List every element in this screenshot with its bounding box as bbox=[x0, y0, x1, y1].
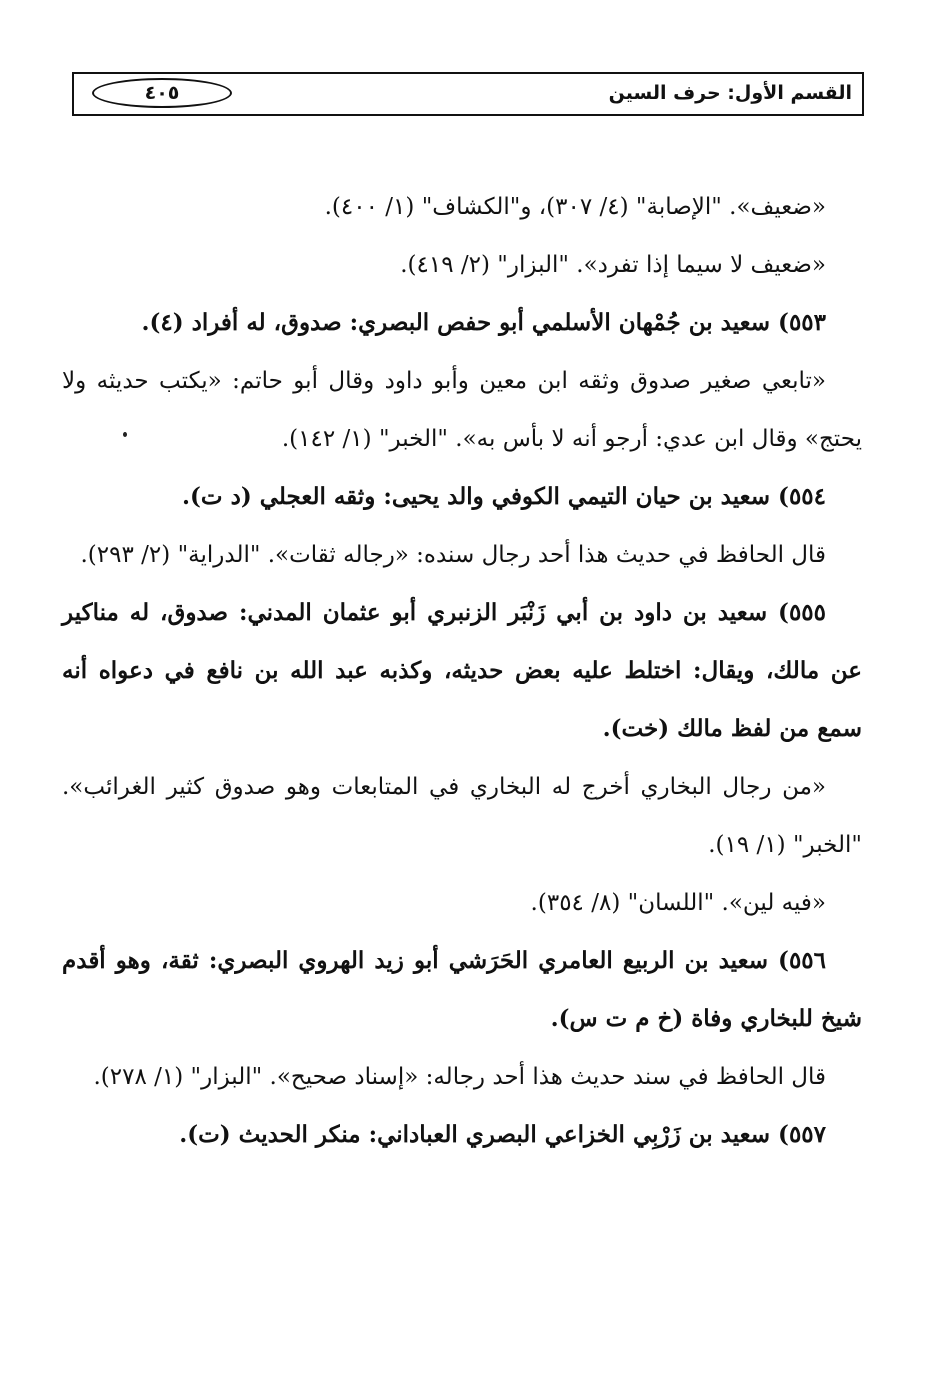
narrator-entry-554: ٥٥٤) سعيد بن حيان التيمي الكوفي والد يحيى: وثقه العجلي (د ت). bbox=[182, 483, 826, 510]
quote-paragraph: «ضعيف». "الإصابة" (٤/ ٣٠٧)، و"الكشاف" (١/ ٤٠٠). bbox=[324, 194, 826, 220]
quote-paragraph: «ضعيف لا سيما إذا تفرد». "البزار" (٢/ ٤١٩). bbox=[400, 252, 826, 278]
narrator-entry-557: ٥٥٧) سعيد بن زَرْبِي الخزاعي البصري العباداني: منكر الحديث (ت). bbox=[179, 1121, 826, 1148]
quote-paragraph: «فيه لين». "اللسان" (٨/ ٣٥٤). bbox=[530, 890, 826, 916]
print-speck bbox=[123, 432, 127, 437]
narrator-entry-556: ٥٥٦) سعيد بن الربيع العامري الحَرَشي أبو زيد الهروي البصري: ثقة، وهو أقدم شيخ للبخاري وفاة (خ م ت س). bbox=[62, 947, 862, 1032]
page-body bbox=[62, 178, 862, 1164]
note-paragraph: «من رجال البخاري أخرج له البخاري في المتابعات وهو صدوق كثير الغرائب». "الخبر" (١/ ١٩). bbox=[62, 774, 862, 858]
note-paragraph: «تابعي صغير صدوق وثقه ابن معين وأبو داود وقال أبو حاتم: «يكتب حديثه ولا يحتج» وقال ابن عدي: أرجو أنه لا بأس به». "الخبر" (١/ ١٤٢). bbox=[62, 368, 862, 452]
narrator-entry-553: ٥٥٣) سعيد بن جُمْهان الأسلمي أبو حفص البصري: صدوق، له أفراد (٤). bbox=[141, 309, 826, 336]
note-paragraph: قال الحافظ في حديث هذا أحد رجال سنده: «رجاله ثقات». "الدراية" (٢/ ٢٩٣). bbox=[80, 542, 826, 568]
note-paragraph: قال الحافظ في سند حديث هذا أحد رجاله: «إسناد صحيح». "البزار" (١/ ٢٧٨). bbox=[93, 1064, 826, 1090]
narrator-entry-555: ٥٥٥) سعيد بن داود بن أبي زَنْبَر الزنبري أبو عثمان المدني: صدوق، له مناكير عن مالك، ويقال: اختلط عليه بعض حديثه، وكذبه عبد الله بن نافع في دعواه أنه سمع من لفظ مالك (خت). bbox=[62, 599, 862, 742]
page-header bbox=[72, 72, 864, 116]
page-number-badge: ٤٠٥ bbox=[92, 78, 232, 108]
section-title: القسم الأول: حرف السين bbox=[608, 82, 852, 104]
